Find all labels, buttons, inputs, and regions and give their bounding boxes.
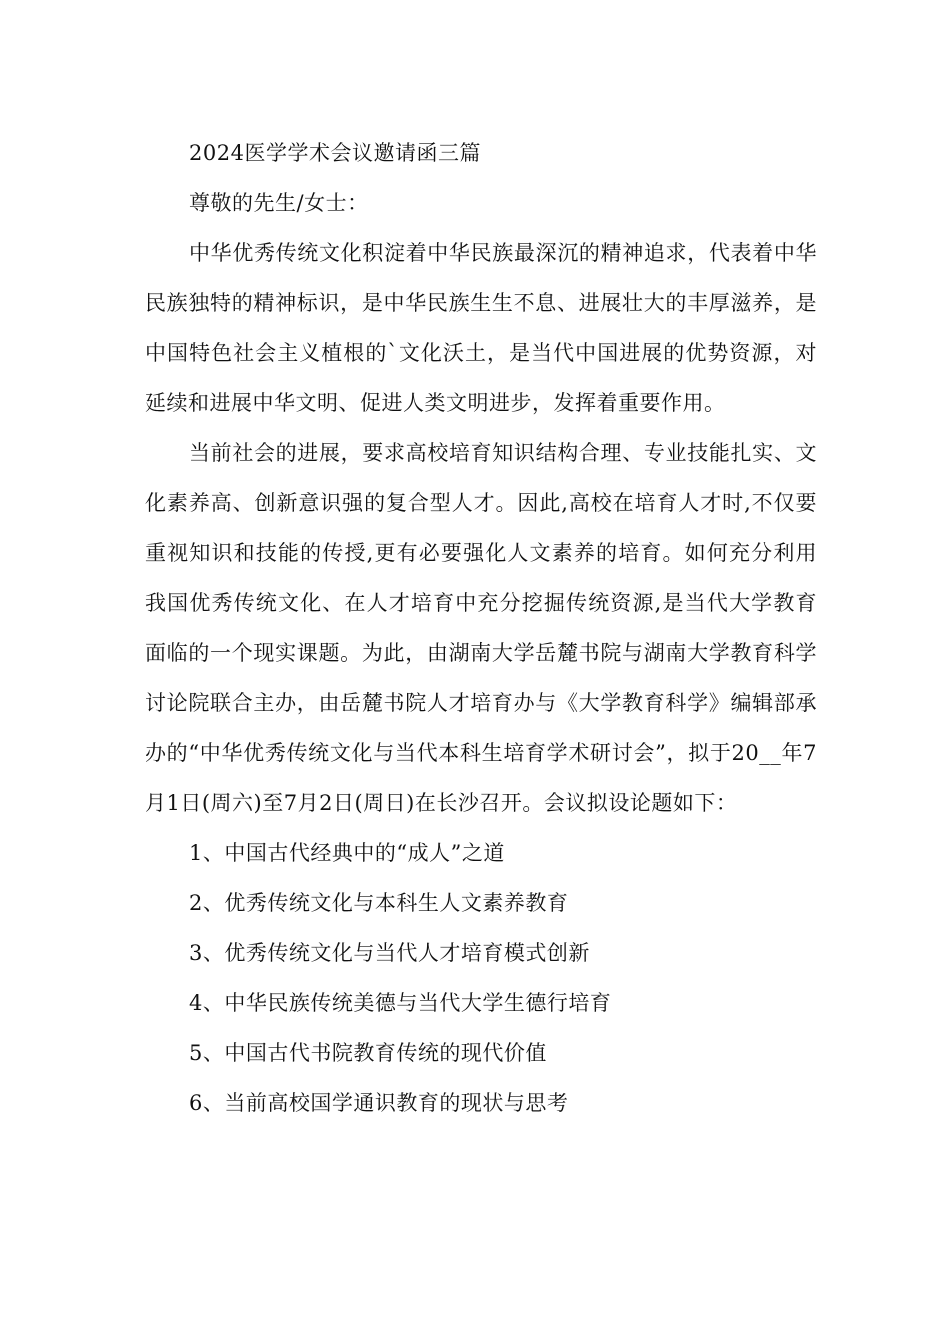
topic-item: 1、中国古代经典中的“成人”之道 (189, 841, 505, 865)
paragraph-intro: 中华优秀传统文化积淀着中华民族最深沉的精神追求，代表着中华民族独特的精神标识，是中华民族生生不息、进展壮大的丰厚滋养，是中国特色社会主义植根的`文化沃土，是当代中国进展的优势资源，对延续和进展中华文明、促进人类文明进步，发挥着重要作用。 (145, 241, 817, 415)
document-title: 2024医学学术会议邀请函三篇 (189, 141, 481, 165)
topic-list (145, 828, 817, 1128)
topic-item: 4、中华民族传统美德与当代大学生德行培育 (189, 991, 612, 1015)
topic-item: 6、当前高校国学通识教育的现状与思考 (189, 1091, 569, 1115)
topic-item: 3、优秀传统文化与当代人才培育模式创新 (189, 941, 590, 965)
paragraph-background: 当前社会的进展，要求高校培育知识结构合理、专业技能扎实、文化素养高、创新意识强的复合型人才。因此,高校在培育人才时,不仅要重视知识和技能的传授,更有必要强化人文素养的培育。如何充分利用我国优秀传统文化、在人才培育中充分挖掘传统资源,是当代大学教育面临的一个现实课题。为此，由湖南大学岳麓书院与湖南大学教育科学讨论院联合主办，由岳麓书院人才培育办与《大学教育科学》编辑部承办的“中华优秀传统文化与当代本科生培育学术研讨会”，拟于20__年7月1日(周六)至7月2日(周日)在长沙召开。会议拟设论题如下： (145, 441, 817, 815)
salutation: 尊敬的先生/女士： (189, 191, 369, 215)
document-body (145, 128, 817, 1128)
topic-item: 5、中国古代书院教育传统的现代价值 (189, 1041, 547, 1065)
topic-item: 2、优秀传统文化与本科生人文素养教育 (189, 891, 569, 915)
